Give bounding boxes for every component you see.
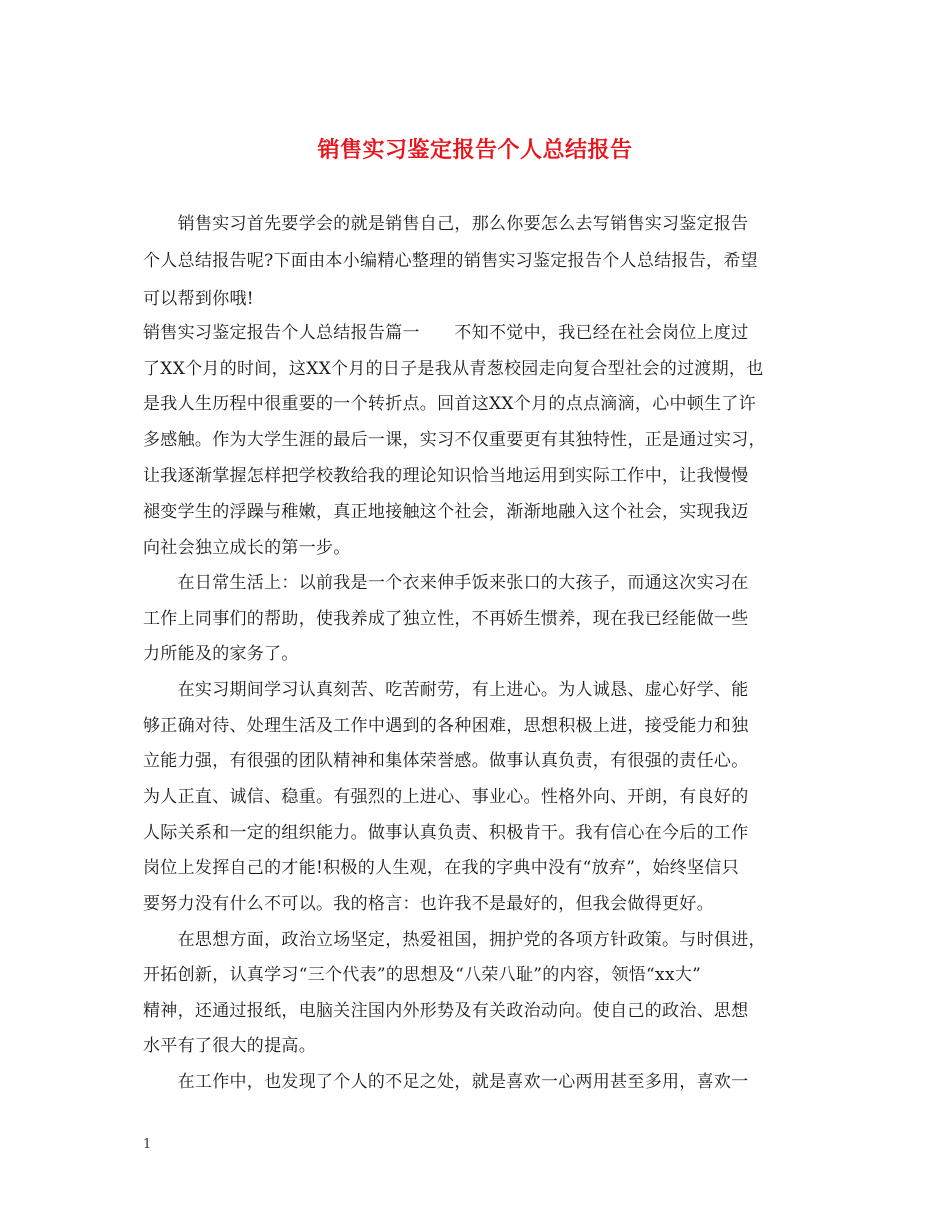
text-line: 工作上同事们的帮助，使我养成了独立性，不再娇生惯养，现在我已经能做一些: [143, 609, 749, 629]
text-line: 岗位上发挥自己的才能!积极的人生观，在我的字典中没有“放弃”，始终坚信只: [143, 858, 740, 878]
text-line: 立能力强，有很强的团队精神和集体荣誉感。做事认真负责，有很强的责任心。: [143, 751, 749, 771]
text-line: 让我逐渐掌握怎样把学校教给我的理论知识恰当地运用到实际工作中，让我慢慢: [143, 466, 749, 486]
text-line: 开拓创新，认真学习“三个代表”的思想及“八荣八耻”的内容，领悟“xx大”: [143, 965, 702, 985]
document-title: 销售实习鉴定报告个人总结报告: [317, 137, 633, 163]
text-line: 在实习期间学习认真刻苦、吃苦耐劳，有上进心。为人诚恳、虚心好学、能: [143, 680, 749, 700]
text-line: 褪变学生的浮躁与稚嫩，真正地接触这个社会，渐渐地融入这个社会，实现我迈: [143, 502, 749, 522]
text-line: 在思想方面，政治立场坚定，热爱祖国，拥护党的各项方针政策。与时俱进，: [143, 930, 766, 950]
text-line: 够正确对待、处理生活及工作中遇到的各种困难，思想积极上进，接受能力和独: [143, 716, 749, 736]
text-line: 多感触。作为大学生涯的最后一课，实习不仅重要更有其独特性，正是通过实习，: [143, 430, 766, 450]
text-line: 在日常生活上：以前我是一个衣来伸手饭来张口的大孩子，而通这次实习在: [143, 573, 749, 593]
text-line: 水平有了很大的提高。: [143, 1036, 316, 1056]
text-line: 是我人生历程中很重要的一个转折点。回首这XX个月的点点滴滴，心中顿生了许: [143, 394, 757, 414]
text-line: 要努力没有什么不可以。我的格言：也许我不是最好的，但我会做得更好。: [143, 894, 714, 914]
text-line: 可以帮到你哦!: [143, 289, 254, 309]
text-line: 个人总结报告呢?下面由本小编精心整理的销售实习鉴定报告个人总结报告，希望: [143, 251, 758, 271]
text-line: 向社会独立成长的第一步。: [143, 538, 351, 558]
text-line: 销售实习鉴定报告个人总结报告篇一 不知不觉中，我已经在社会岗位上度过: [143, 323, 749, 343]
text-line: 了XX个月的时间，这XX个月的日子是我从青葱校园走向复合型社会的过渡期，也: [143, 359, 764, 379]
text-line: 精神，还通过报纸，电脑关注国内外形势及有关政治动向。使自己的政治、思想: [143, 1001, 749, 1021]
text-line: 为人正直、诚信、稳重。有强烈的上进心、事业心。性格外向、开朗，有良好的: [143, 787, 749, 807]
text-line: 销售实习首先要学会的就是销售自己，那么你要怎么去写销售实习鉴定报告: [143, 214, 749, 234]
page-number: 1: [143, 1137, 152, 1152]
text-line: 在工作中，也发现了个人的不足之处，就是喜欢一心两用甚至多用，喜欢一: [143, 1072, 749, 1092]
text-line: 人际关系和一定的组织能力。做事认真负责、积极肯干。我有信心在今后的工作: [143, 823, 749, 843]
text-line: 力所能及的家务了。: [143, 644, 299, 664]
